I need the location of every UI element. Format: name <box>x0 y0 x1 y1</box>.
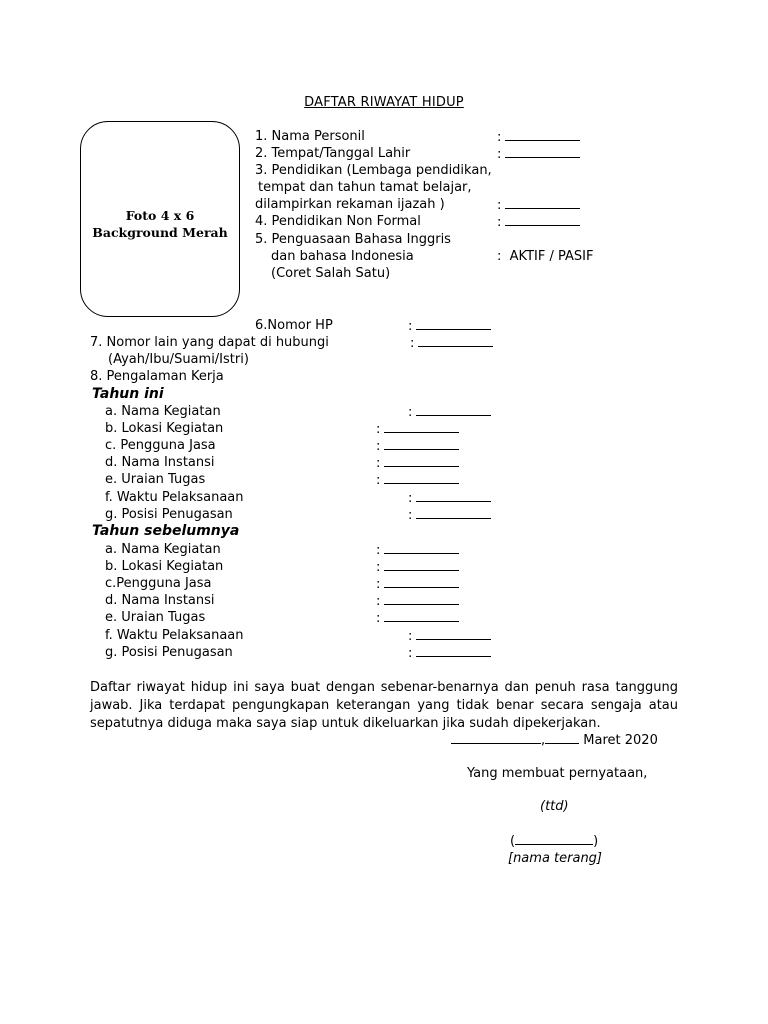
this-year-agency-blank <box>376 454 459 472</box>
field-label-phone: 6.Nomor HP <box>255 318 333 333</box>
field-name-blank <box>497 128 580 146</box>
blank-line <box>418 334 493 347</box>
colon: : <box>408 629 413 644</box>
field-label-name: 1. Nama Personil <box>255 129 365 144</box>
prev-year-tasks-blank <box>376 609 459 627</box>
colon: : <box>408 405 413 420</box>
prev-year-activity-blank <box>376 541 459 559</box>
blank-line <box>416 627 491 640</box>
city-blank <box>451 731 541 744</box>
colon: : <box>497 215 502 230</box>
this-year-tasks-label: e. Uraian Tugas <box>105 472 206 487</box>
this-year-heading: Tahun ini <box>92 386 164 402</box>
field-label-education-2: tempat dan tahun tamat belajar, <box>258 180 472 195</box>
field-nonformal-blank <box>497 213 580 231</box>
prev-year-client-blank <box>376 575 459 593</box>
field-label-other-contact-1: 7. Nomor lain yang dapat di hubungi <box>90 335 329 350</box>
date-line <box>451 731 658 749</box>
field-label-education-3: dilampirkan rekaman ijazah ) <box>255 197 445 212</box>
this-year-time-label: f. Waktu Pelaksanaan <box>105 490 244 505</box>
blank-line <box>416 644 491 657</box>
this-year-location-blank <box>376 420 459 438</box>
field-other-contact-blank <box>410 334 493 352</box>
blank-line <box>384 575 459 588</box>
paren-close: ) <box>593 834 599 849</box>
colon: : <box>376 577 381 592</box>
colon: : <box>376 473 381 488</box>
colon: : <box>376 611 381 626</box>
colon: : <box>408 646 413 661</box>
this-year-position-blank <box>408 506 491 524</box>
field-birth-blank <box>497 145 580 163</box>
field-label-language-1: 5. Penguasaan Bahasa Inggris <box>255 232 451 247</box>
field-label-nonformal: 4. Pendidikan Non Formal <box>255 214 421 229</box>
prev-year-activity-label: a. Nama Kegiatan <box>105 542 221 557</box>
name-blank <box>515 832 593 845</box>
blank-line <box>505 196 580 209</box>
this-year-position-label: g. Posisi Penugasan <box>105 507 233 522</box>
prev-year-time-blank <box>408 627 491 645</box>
colon: : <box>376 594 381 609</box>
colon: : <box>410 336 415 351</box>
language-option: AKTIF / PASIF <box>509 249 594 264</box>
blank-line <box>416 489 491 502</box>
blank-line <box>384 437 459 450</box>
field-education-blank <box>497 196 580 214</box>
this-year-client-label: c. Pengguna Jasa <box>105 438 216 453</box>
document-title: DAFTAR RIWAYAT HIDUP <box>304 95 464 110</box>
made-by-label: Yang membuat pernyataan, <box>467 766 648 781</box>
colon: : <box>408 319 413 334</box>
blank-line <box>416 506 491 519</box>
blank-line <box>384 541 459 554</box>
colon: : <box>408 491 413 506</box>
prev-year-location-blank <box>376 558 459 576</box>
statement-paragraph: Daftar riwayat hidup ini saya buat dengan sebenar-benarnya dan penuh rasa tanggung jawab. Jika terdapat pengungkapan keterangan yang tidak benar secara sengaja atau sepatutnya diduga maka saya siap untuk dikeluarkan jika sudah dipekerjakan. <box>90 680 678 731</box>
blank-line <box>384 558 459 571</box>
colon: : <box>497 147 502 162</box>
colon: : <box>376 422 381 437</box>
prev-year-position-label: g. Posisi Penugasan <box>105 645 233 660</box>
photo-caption <box>81 207 239 241</box>
blank-line <box>505 145 580 158</box>
field-label-education-1: 3. Pendidikan (Lembaga pendidikan, <box>255 163 492 178</box>
paren-open: ( <box>510 834 516 849</box>
blank-line <box>384 592 459 605</box>
blank-line <box>416 317 491 330</box>
blank-line <box>384 420 459 433</box>
field-label-birth: 2. Tempat/Tanggal Lahir <box>255 146 411 161</box>
name-label: [nama terang] <box>508 851 603 866</box>
this-year-activity-blank <box>408 403 491 421</box>
this-year-client-blank <box>376 437 459 455</box>
field-language-value <box>497 248 593 265</box>
this-year-activity-label: a. Nama Kegiatan <box>105 404 221 419</box>
prev-year-heading: Tahun sebelumnya <box>92 523 240 539</box>
colon: : <box>376 439 381 454</box>
colon: : <box>497 198 502 213</box>
photo-placeholder <box>80 121 240 317</box>
blank-line <box>505 213 580 226</box>
blank-line <box>384 471 459 484</box>
field-label-language-2: dan bahasa Indonesia <box>271 249 414 264</box>
this-year-location-label: b. Lokasi Kegiatan <box>105 421 224 436</box>
colon: : <box>497 249 502 264</box>
prev-year-tasks-label: e. Uraian Tugas <box>105 610 206 625</box>
this-year-agency-label: d. Nama Instansi <box>105 455 215 470</box>
prev-year-agency-blank <box>376 592 459 610</box>
colon: : <box>376 543 381 558</box>
colon: : <box>408 508 413 523</box>
colon: : <box>497 130 502 145</box>
blank-line <box>384 454 459 467</box>
experience-heading: 8. Pengalaman Kerja <box>90 369 224 384</box>
blank-line <box>416 403 491 416</box>
prev-year-agency-label: d. Nama Instansi <box>105 593 215 608</box>
date-suffix: Maret 2020 <box>583 733 658 748</box>
field-label-other-contact-2: (Ayah/Ibu/Suami/Istri) <box>108 352 249 367</box>
prev-year-time-label: f. Waktu Pelaksanaan <box>105 628 244 643</box>
photo-background-label: Background Merah <box>92 225 228 240</box>
date-comma: , <box>541 733 546 748</box>
this-year-tasks-blank <box>376 471 459 489</box>
prev-year-client-label: c.Pengguna Jasa <box>105 576 212 591</box>
prev-year-location-label: b. Lokasi Kegiatan <box>105 559 224 574</box>
colon: : <box>376 560 381 575</box>
photo-size-label: Foto 4 x 6 <box>125 208 195 223</box>
blank-line <box>384 609 459 622</box>
field-label-language-3: (Coret Salah Satu) <box>271 266 391 281</box>
signature-name-line <box>510 832 598 850</box>
prev-year-position-blank <box>408 644 491 662</box>
this-year-time-blank <box>408 489 491 507</box>
day-blank <box>545 731 579 744</box>
field-phone-blank <box>408 317 491 335</box>
colon: : <box>376 456 381 471</box>
signature-ttd: (ttd) <box>540 799 569 814</box>
blank-line <box>505 128 580 141</box>
